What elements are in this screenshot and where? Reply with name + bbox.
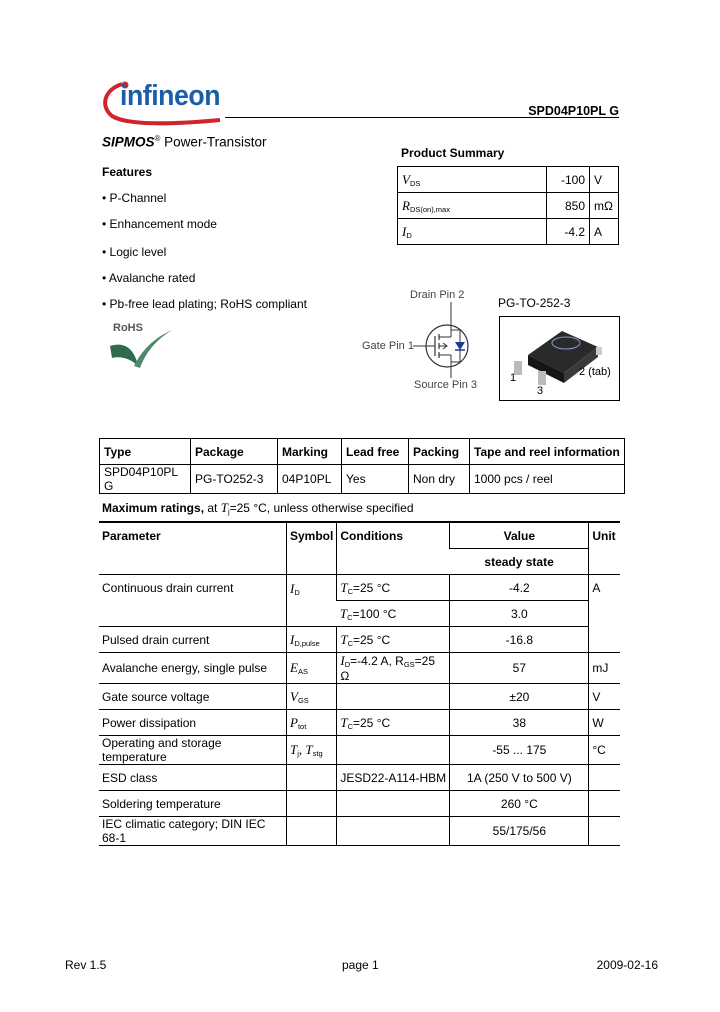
cell-symbol (287, 765, 337, 791)
cell-conditions (337, 710, 450, 736)
feature-item: • Logic level (102, 245, 167, 259)
max-ratings-label: Maximum ratings, (102, 501, 205, 515)
cell-conditions (337, 791, 450, 817)
product-summary-title: Product Summary (401, 146, 505, 160)
cell-symbol (287, 653, 337, 684)
cell-conditions: JESD22-A114-HBM (337, 765, 450, 791)
cell-value: 38 (450, 710, 589, 736)
summary-value: -100 (547, 167, 590, 193)
symbol: , T (298, 742, 313, 757)
cell-value: -16.8 (450, 627, 589, 653)
symbol: T (220, 500, 228, 515)
product-summary-table (397, 166, 619, 245)
symbol: T (290, 742, 298, 757)
cell-conditions (337, 684, 450, 710)
cell-parameter: Continuous drain current (99, 575, 287, 627)
summary-unit: V (590, 167, 619, 193)
cell-value: 57 (450, 653, 589, 684)
header-conditions: Conditions (337, 522, 450, 575)
logo-text: infineon (120, 80, 221, 112)
cell-value: 3.0 (450, 601, 589, 627)
footer-date: 2009-02-16 (596, 958, 658, 972)
pin3-label: 3 (537, 385, 544, 397)
table-row (100, 465, 625, 494)
cell-unit: mJ (589, 653, 620, 684)
package-image (499, 316, 620, 401)
product-name: Power-Transistor (160, 134, 267, 150)
feature-item: • Enhancement mode (102, 217, 217, 231)
summary-value: 850 (547, 193, 590, 219)
subscript: C (347, 586, 353, 596)
subscript: C (347, 612, 353, 622)
cell-value: 260 °C (450, 791, 589, 817)
cell-tape-reel: 1000 pcs / reel (470, 465, 625, 494)
feature-item: • Pb-free lead plating; RoHS compliant (102, 297, 307, 311)
feature-item: • Avalanche rated (102, 271, 196, 285)
cell-value: 1A (250 V to 500 V) (450, 765, 589, 791)
cell-parameter: IEC climatic category; DIN IEC 68-1 (99, 817, 287, 846)
summary-value: -4.2 (547, 219, 590, 245)
cell-lead-free: Yes (342, 465, 409, 494)
cell-symbol (287, 710, 337, 736)
pin1-label: 1 (510, 372, 517, 384)
subscript: D (344, 660, 351, 669)
cell-packing: Non dry (409, 465, 470, 494)
rohs-logo (110, 322, 180, 370)
text: at (204, 501, 221, 515)
rohs-label: RoHS (113, 322, 143, 334)
text: =25 °C (353, 632, 391, 647)
header-packing: Packing (409, 439, 470, 465)
summary-row (398, 193, 619, 219)
header-lead-free: Lead free (342, 439, 409, 465)
cell-unit: W (589, 710, 620, 736)
symbol: I (290, 631, 295, 647)
cell-conditions (337, 653, 450, 684)
cell-conditions (337, 601, 450, 627)
registered-mark: ® (154, 134, 161, 143)
symbol: I (340, 653, 345, 668)
summary-row (398, 219, 619, 245)
subscript: GS (403, 660, 415, 669)
cell-unit (589, 765, 620, 791)
brand-name: SIPMOS (102, 134, 155, 150)
header-steady-state: steady state (450, 549, 589, 575)
cell-parameter: Gate source voltage (99, 684, 287, 710)
table-row (99, 765, 620, 791)
package-title: PG-TO-252-3 (498, 296, 571, 310)
rohs-leaf-check-icon (110, 322, 180, 370)
text: =25 °C, unless otherwise specified (229, 501, 414, 515)
symbol: R (402, 197, 410, 213)
table-header-row (99, 522, 620, 549)
table-row (99, 575, 620, 601)
symbol: V (290, 688, 298, 704)
subscript: D,pulse (294, 638, 320, 648)
cell-package: PG-TO252-3 (191, 465, 278, 494)
header-parameter: Parameter (99, 522, 287, 575)
cell-conditions (337, 817, 450, 846)
summary-unit: mΩ (590, 193, 619, 219)
header-package: Package (191, 439, 278, 465)
text: =100 °C (352, 606, 397, 621)
symbol: T (340, 631, 348, 647)
symbol: T (340, 579, 348, 595)
footer-revision: Rev 1.5 (65, 958, 107, 972)
max-ratings-title (102, 500, 414, 516)
header-unit: Unit (589, 522, 620, 575)
table-row (99, 684, 620, 710)
cell-unit (589, 791, 620, 817)
part-number: SPD04P10PL G (528, 104, 619, 118)
ordering-table (99, 438, 625, 494)
table-row (99, 791, 620, 817)
subscript: j (227, 507, 230, 516)
cell-value: -55 ... 175 (450, 736, 589, 765)
cell-unit: V (589, 684, 620, 710)
drain-pin-label: Drain Pin 2 (410, 289, 465, 301)
summary-row (398, 167, 619, 193)
cell-parameter: Soldering temperature (99, 791, 287, 817)
cell-symbol (287, 736, 337, 765)
symbol: T (340, 714, 348, 730)
cell-value: ±20 (450, 684, 589, 710)
subscript: j (297, 749, 299, 758)
to252-package-icon (500, 317, 619, 400)
cell-type: SPD04P10PL G (100, 465, 191, 494)
subscript: stg (312, 749, 323, 758)
mosfet-symbol-icon (405, 300, 475, 380)
source-pin-label: Source Pin 3 (414, 379, 477, 391)
cell-conditions (337, 627, 450, 653)
page-title (102, 134, 266, 150)
symbol: I (402, 223, 407, 239)
cell-symbol (287, 791, 337, 817)
infineon-logo (98, 76, 223, 126)
text: =25 °C (353, 580, 391, 595)
cell-parameter: Power dissipation (99, 710, 287, 736)
subscript: D (294, 588, 300, 597)
cell-value: 55/175/56 (450, 817, 589, 846)
header-symbol: Symbol (287, 522, 337, 575)
table-row (99, 817, 620, 846)
cell-symbol (287, 817, 337, 846)
pin2-label: 2 (tab) (579, 366, 611, 378)
cell-parameter: Operating and storage temperature (99, 736, 287, 765)
text: =25 °C (353, 715, 391, 730)
cell-symbol (287, 627, 337, 653)
header-marking: Marking (278, 439, 342, 465)
max-ratings-table (99, 521, 620, 846)
header-type: Type (100, 439, 191, 465)
cell-conditions (337, 575, 450, 601)
cell-unit: °C (589, 736, 620, 765)
symbol: P (290, 714, 298, 730)
cell-conditions (337, 736, 450, 765)
subscript: C (347, 721, 353, 731)
cell-symbol (287, 575, 337, 627)
table-row (99, 653, 620, 684)
summary-unit: A (590, 219, 619, 245)
cell-parameter: Avalanche energy, single pulse (99, 653, 287, 684)
table-row (99, 736, 620, 765)
symbol: I (290, 581, 295, 596)
symbol: T (339, 605, 348, 621)
cell-symbol (287, 684, 337, 710)
subscript: GS (297, 695, 309, 705)
cell-unit: A (589, 575, 620, 653)
subscript: D (406, 230, 412, 240)
cell-parameter: Pulsed drain current (99, 627, 287, 653)
table-row (99, 627, 620, 653)
symbol: V (402, 171, 410, 187)
header-tape-reel: Tape and reel information (470, 439, 625, 465)
table-row (99, 710, 620, 736)
gate-pin-label: Gate Pin 1 (362, 340, 414, 352)
text: =25 Ω (340, 654, 436, 683)
subscript: DS(on),max (409, 204, 450, 214)
text: =-4.2 A, R (350, 654, 404, 668)
symbol: E (290, 660, 298, 675)
cell-marking: 04P10PL (278, 465, 342, 494)
feature-item: • P-Channel (102, 191, 167, 205)
cell-unit (589, 817, 620, 846)
subscript: C (347, 638, 353, 648)
cell-value: -4.2 (450, 575, 589, 601)
features-title: Features (102, 165, 153, 179)
cell-parameter: ESD class (99, 765, 287, 791)
table-header-row (100, 439, 625, 465)
subscript: DS (409, 178, 421, 188)
header-value: Value (450, 522, 589, 549)
footer-page: page 1 (342, 958, 379, 972)
subscript: tot (297, 721, 307, 731)
subscript: AS (297, 667, 308, 676)
